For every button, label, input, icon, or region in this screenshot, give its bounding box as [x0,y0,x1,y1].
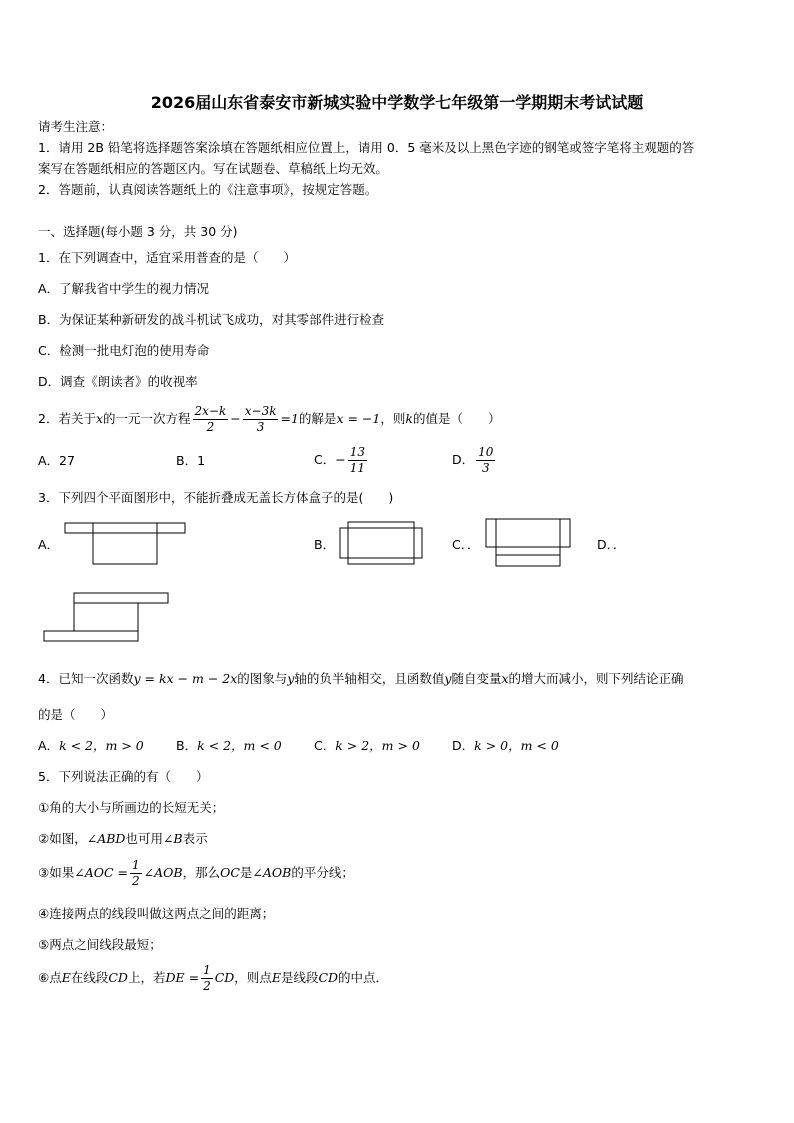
question-1-option-c: C．检测一批电灯泡的使用寿命 [38,343,210,358]
q5-s6-cd: CD [108,970,128,985]
question-3-net-a [60,518,190,568]
question-1-option-a: A．了解我省中学生的视力情况 [38,281,210,296]
question-5-statement-6 [38,961,388,995]
q5-s6-pre: ⑥点 [38,970,62,985]
q5-s3-lhs: ∠AOC = [74,865,128,880]
net-a-top-strip [65,523,185,533]
q4-mid-3: 随自变量 [451,671,502,686]
q2-fraction-2 [243,404,279,435]
notice-item-1-line-1: 1．请用 2B 铅笔将选择题答案涂填在答题纸相应位置上，请用 0．5 毫米及以上黑色字迹的钢笔或签字笔将主观题的答 [38,140,695,155]
q5-s3-oc: OC [220,865,240,880]
q4-option-a-label: A． [38,738,60,753]
q2-option-c-denominator: 11 [349,461,365,475]
net-d-bottom-strip [44,631,138,641]
q5-s6-post: 的中点． [338,970,389,985]
question-3-net-b [335,518,427,568]
q2-option-c-numerator: 13 [349,445,365,459]
net-c-side-strip [486,519,570,547]
q2-option-d-denominator: 3 [481,461,490,475]
question-3-stem: 3．下列四个平面图形中，不能折叠成无盖长方体盒子的是( ) [38,490,394,505]
q5-s3-pre: ③如果 [38,865,75,880]
q2-pre: 2．若关于 [38,411,96,426]
net-a-base [93,533,157,564]
question-2-option-d [452,443,497,477]
question-5-stem: 5．下列说法正确的有（ ） [38,769,209,784]
q5-s6-de: DE = [165,970,200,985]
q5-s6-e: E [61,970,71,985]
q4-option-d-text: k > 0，m < 0 [474,738,559,753]
q4-option-c-text: k > 2，m > 0 [335,738,420,753]
q4-option-d-label: D． [452,738,475,753]
q2-fraction-1-denominator: 2 [206,420,215,434]
notice-heading: 请考生注意： [38,119,114,134]
q4-var-y-2: y [444,671,452,686]
q5-s2-mid: 也可用 [125,831,163,846]
q5-s3-aob: ∠AOB [252,865,292,880]
q5-s3-numerator: 1 [131,858,140,872]
q2-minus: − [230,411,241,426]
question-4-option-d [452,737,559,755]
net-a-top-face [93,523,157,533]
notice-item-2: 2．答题前，认真阅读答题纸上的《注意事项》，按规定答题。 [38,182,378,197]
q2-fraction-1-numerator: 2x−k [194,404,227,418]
q2-end: 的值是（ ） [412,411,501,426]
q5-s6-mid-3: ，则点 [234,970,272,985]
net-c-bottom-face [496,555,560,566]
section-heading-choice: 一、选择题(每小题 3 分，共 30 分) [38,224,238,239]
notice-item-1-line-2: 案写在答题纸相应的答题区内。写在试题卷、草稿纸上均无效。 [38,161,389,176]
question-5-statement-3 [38,856,354,890]
question-3-option-b-label: B． [314,537,336,552]
question-3-option-d-label: D．． [597,537,626,552]
question-2-option-b: B．1 [176,453,206,468]
question-3-option-a-label: A． [38,537,60,552]
question-5-statement-4: ④连接两点的线段叫做这两点之间的距离； [38,906,275,921]
q2-option-c-label: C．− [314,452,346,467]
q2-mid: 的一元一次方程 [103,411,191,426]
q2-var-k: k [405,411,413,426]
question-4-stem-line-2: 的是（ ） [38,707,114,722]
q2-equals: =1 [280,411,299,426]
question-1-stem: 1．在下列调查中，适宜采用普查的是（ ） [38,250,296,265]
q5-s6-e-2: E [271,970,281,985]
q5-s2-pre: ②如图， [38,831,87,846]
q4-option-a-text: k < 2，m > 0 [59,738,144,753]
question-4-option-b [176,737,282,755]
q5-s3-mid: ，那么 [182,865,221,880]
q5-s6-cd-2: CD [214,970,235,985]
q5-s3-post: 的平分线； [291,865,354,880]
q4-option-c-label: C． [314,738,336,753]
question-3-option-c-label: C．． [452,537,480,552]
question-4-stem-line-1 [38,670,684,688]
q5-s6-mid-2: 上，若 [127,970,166,985]
q2-fraction-2-denominator: 3 [256,420,265,434]
q2-fraction-2-numerator: x−3k [244,404,277,418]
q4-mid-1: 的图象与 [237,671,288,686]
q5-s3-denominator: 2 [131,874,140,888]
q4-function: y = kx − m − 2x [133,671,238,686]
question-2-option-a: A．27 [38,453,75,468]
q5-s6-cd-3: CD [318,970,339,985]
q2-option-d-fraction [476,445,495,476]
net-d-top-strip [74,593,168,603]
page-title: 2026届山东省泰安市新城实验中学数学七年级第一学期期末考试试题 [150,93,644,112]
q5-s2-post: 表示 [182,831,208,846]
q5-s6-mid-4: 是线段 [280,970,319,985]
q2-solution: x = −1 [336,411,381,426]
question-5-statement-1: ①角的大小与所画边的长短无关； [38,800,225,815]
q4-option-b-text: k < 2，m < 0 [197,738,282,753]
question-3-net-c [480,514,576,570]
q2-fraction-1 [193,404,229,435]
q2-var-x: x [95,411,104,426]
q4-option-b-label: B． [176,738,198,753]
question-4-option-a [38,737,144,755]
q4-var-x: x [501,671,509,686]
net-c-center-face [496,519,560,555]
q4-var-y: y [287,671,295,686]
q4-pre: 4．已知一次函数 [38,671,134,686]
question-1-option-b: B．为保证某种新研发的战斗机试飞成功，对其零部件进行检查 [38,312,385,327]
question-5-statement-5: ⑤两点之间线段最短； [38,937,162,952]
q2-option-d-numerator: 10 [478,445,494,459]
question-2-option-c [314,443,369,477]
q5-s6-fraction [201,963,213,994]
question-1-option-d: D．调查《朗读者》的收视率 [38,374,198,389]
q5-s6-numerator: 1 [203,963,211,977]
q5-s3-fraction [130,858,142,889]
q5-s6-mid-1: 在线段 [70,970,109,985]
net-b-side-strip [340,528,422,558]
q4-post: 的增大而减小，则下列结论正确 [508,671,684,686]
q5-s6-denominator: 2 [203,979,211,993]
q5-s2-angle: ∠ABD [86,831,126,846]
q5-s3-is: 是 [239,865,253,880]
q4-mid-2: 轴的负半轴相交，且函数值 [294,671,445,686]
q2-solution-pre: 的解是 [298,411,337,426]
q5-s2-alt: ∠B [162,831,183,846]
question-4-option-c [314,737,420,755]
net-d-center-face [74,603,138,631]
question-2-stem [38,404,500,435]
q2-option-d-label: D． [452,452,475,467]
q5-s3-rhs: ∠AOB [143,865,183,880]
q2-solution-post: ，则 [380,411,406,426]
q2-option-c-fraction [348,445,367,476]
question-5-statement-2 [38,830,208,848]
question-3-net-d [40,589,174,645]
